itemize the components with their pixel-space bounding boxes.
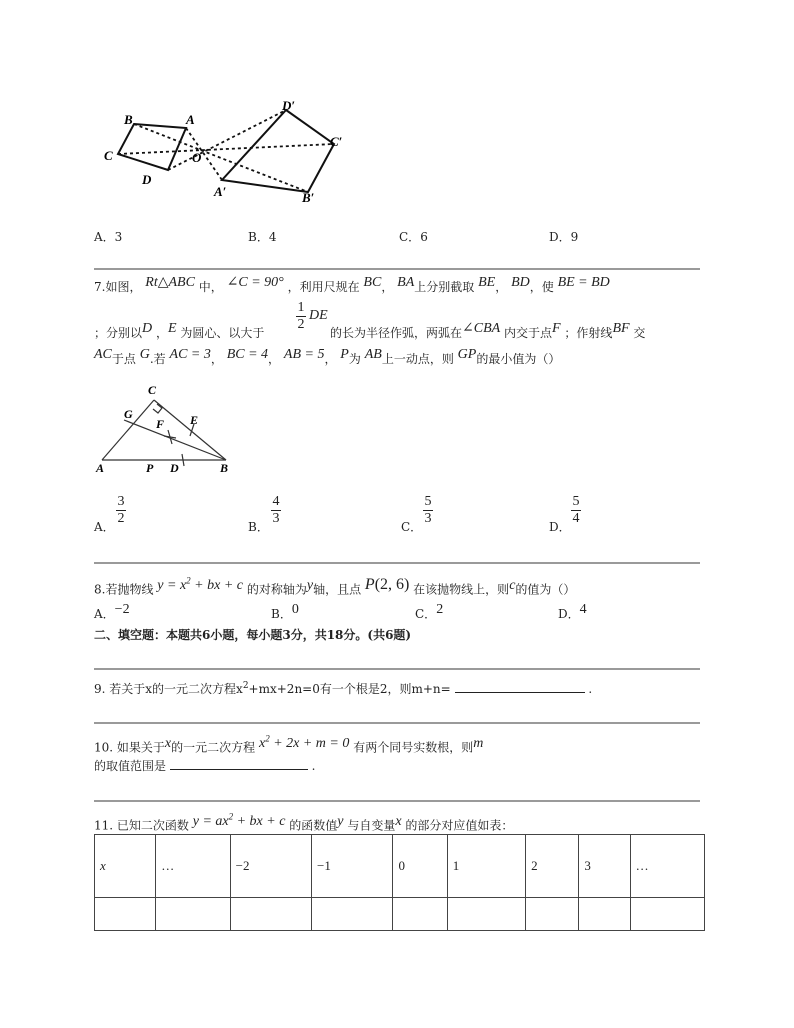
fig7-label-E: E	[190, 413, 199, 427]
q7-option-a: A．	[94, 520, 115, 534]
q10-answer-blank[interactable]	[170, 769, 308, 770]
fig7-label-F: F	[156, 417, 165, 431]
q6-figure	[96, 98, 356, 206]
table-cell	[230, 898, 311, 931]
q6-option-c: C．6	[399, 230, 428, 244]
q8-option-c: C．2	[415, 602, 444, 621]
table-cell	[156, 898, 230, 931]
fig7-label-G: G	[124, 407, 133, 421]
q7-half-fraction: 1 2	[297, 300, 305, 332]
q7-option-c: C．	[401, 520, 423, 534]
label-A: A	[186, 112, 195, 127]
table-cell: −2	[230, 835, 311, 898]
q7-option-c-fraction: 5 3	[424, 494, 432, 526]
table-cell	[95, 898, 156, 931]
q8-option-b: B．0	[271, 602, 299, 621]
table-cell: 1	[447, 835, 525, 898]
side-CB	[154, 400, 226, 460]
table-cell: 2	[526, 835, 579, 898]
q11-value-table	[94, 834, 705, 931]
label-O: O	[192, 150, 202, 165]
divider	[94, 562, 700, 564]
q7-line2-rest: 的长为半径作弧，两弧在∠CBA 内交于点F ；作射线BF 交	[330, 321, 646, 340]
table-cell	[447, 898, 525, 931]
q9-answer-blank[interactable]	[455, 692, 585, 693]
q6-option-a: A．3	[94, 230, 123, 244]
q7-figure	[92, 380, 242, 472]
divider	[94, 800, 700, 802]
q7-option-b: B．	[248, 520, 269, 534]
ray-BF	[124, 420, 226, 460]
table-row	[95, 835, 705, 898]
fig7-label-A: A	[96, 461, 105, 472]
divider	[94, 268, 700, 270]
q6-option-b: B．4	[248, 230, 277, 244]
q7-option-d-fraction: 5 4	[572, 494, 580, 526]
q8-option-d: D．4	[558, 602, 587, 621]
table-cell: −1	[312, 835, 393, 898]
divider	[94, 668, 700, 670]
table-cell: …	[630, 835, 704, 898]
table-cell: 0	[393, 835, 447, 898]
q6-option-d: D．9	[549, 230, 579, 244]
table-cell	[393, 898, 447, 931]
q9-line: 9. 若关于x的一元二次方程$x^2+mx+2n=0$有一个根是2，则m+n= .	[94, 681, 593, 696]
label-A-prime: A′	[214, 184, 227, 199]
label-D: D	[142, 172, 152, 187]
table-cell	[630, 898, 704, 931]
q7-option-a-fraction: 3 2	[117, 494, 125, 526]
q8-option-a: A．−2	[94, 602, 130, 621]
q7-line2: ；分别以D ，E 为圆心、以大于	[94, 321, 265, 340]
fig7-label-B: B	[220, 461, 229, 472]
q7-line1: 7.如图， Rt△ABC 中， ∠C = 90° ，利用尺规在 BC， BA上分别截取 BE， BD，使 BE = BD	[94, 275, 610, 294]
table-cell: …	[156, 835, 230, 898]
table-cell	[526, 898, 579, 931]
table-cell: x	[95, 835, 156, 898]
table-cell	[579, 898, 630, 931]
table-row	[95, 898, 705, 931]
fig7-label-C: C	[148, 383, 157, 397]
q11-line: 11. 已知二次函数 $y = ax^2$ + bx + c 的函数值y 与自变量x 的部分对应值如表：	[94, 811, 514, 833]
divider	[94, 722, 700, 724]
q10-line2: 的取值范围是 .	[94, 759, 316, 773]
fig7-label-P: P	[146, 461, 154, 472]
table-cell	[312, 898, 393, 931]
section-2-heading: 二、填空题：本题共6小题，每小题3分，共18分。(共6题)	[94, 628, 412, 642]
label-B-prime: B′	[302, 190, 315, 205]
label-C: C	[104, 148, 113, 163]
label-C-prime: C′	[330, 134, 343, 149]
q7-option-d: D．	[549, 520, 571, 534]
q10-line1: 10. 如果关于x的一元二次方程 $x^2 + 2x + m = 0$ 有两个同号实数根，则m	[94, 733, 484, 755]
label-B: B	[124, 112, 133, 127]
q7-half-var: DE	[309, 308, 328, 323]
label-D-prime: D′	[282, 98, 296, 113]
q8-line: 8.若抛物线 $y = x^2$ + bx + c 的对称轴为y轴，且点 P(2, 6) 在该抛物线上，则c的值为（）	[94, 575, 576, 597]
q7-line3: AC于点 G.若 AC = 3， BC = 4， AB = 5， P为 AB上一动点，则 GP的最小值为（）	[94, 347, 561, 366]
q7-option-b-fraction: 4 3	[272, 494, 280, 526]
table-cell: 3	[579, 835, 630, 898]
fig7-label-D: D	[170, 461, 179, 472]
large-square	[222, 110, 334, 192]
